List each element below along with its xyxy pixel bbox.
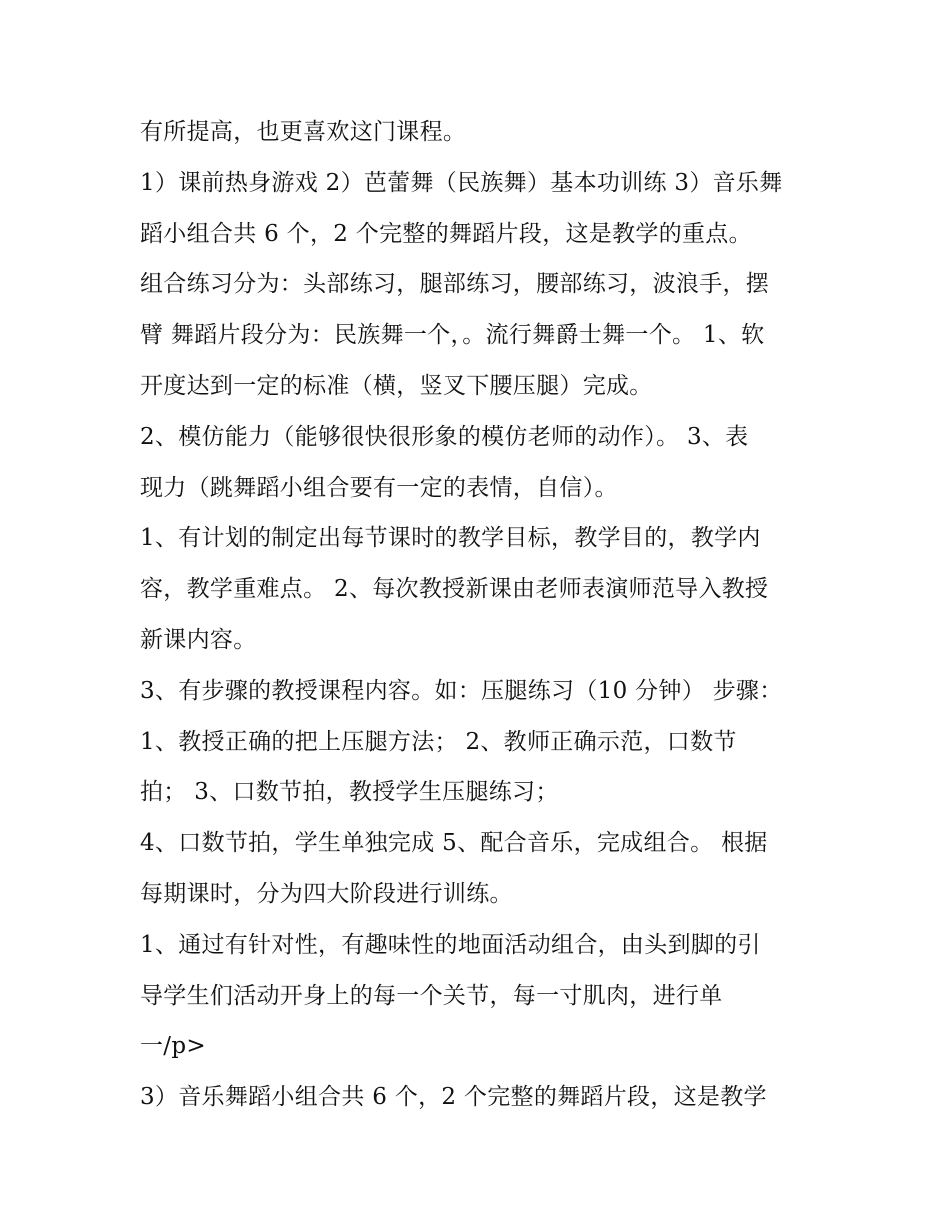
text-line: 每期课时，分为四大阶段进行训练。 bbox=[140, 880, 513, 907]
text-line: 容，教学重难点。 2、每次教授新课由老师表演师范导入教授 bbox=[140, 576, 769, 603]
text-line: 组合练习分为：头部练习，腿部练习，腰部练习，波浪手，摆 bbox=[140, 271, 770, 298]
text-line: 臂 舞蹈片段分为：民族舞一个，。流行舞爵士舞一个。 1、软 bbox=[140, 322, 765, 349]
text-line: 3）音乐舞蹈小组合共 6 个，2 个完整的舞蹈片段，这是教学 bbox=[140, 1084, 767, 1111]
text-line: 有所提高，也更喜欢这门课程。 bbox=[140, 119, 467, 145]
text-line: 现力（跳舞蹈小组合要有一定的表情，自信）。 bbox=[140, 474, 618, 501]
text-line: 4、口数节拍，学生单独完成 5、配合音乐，完成组合。 根据 bbox=[140, 830, 768, 857]
text-line: 蹈小组合共 6 个，2 个完整的舞蹈片段，这是教学的重点。 bbox=[140, 220, 752, 247]
text-line: 3、有步骤的教授课程内容。如：压腿练习（10 分钟） 步骤： bbox=[140, 677, 783, 704]
text-line: 2、模仿能力（能够很快很形象的模仿老师的动作）。 3、表 bbox=[140, 423, 749, 450]
document-body bbox=[140, 107, 830, 1123]
text-line: 开度达到一定的标准（横，竖叉下腰压腿）完成。 bbox=[140, 372, 653, 399]
text-line: 新课内容。 bbox=[140, 626, 257, 653]
text-line: 1、通过有针对性，有趣味性的地面活动组合，由头到脚的引 bbox=[140, 931, 761, 958]
text-line: 一/p> bbox=[140, 1033, 206, 1060]
text-line: 拍； 3、口数节拍，教授学生压腿练习； bbox=[140, 779, 559, 806]
text-line: 1、有计划的制定出每节课时的教学目标，教学目的，教学内 bbox=[140, 525, 761, 552]
text-line: 1、教授正确的把上压腿方法； 2、教师正确示范，口数节 bbox=[140, 728, 737, 755]
text-line: 导学生们活动开身上的每一个关节，每一寸肌肉，进行单 bbox=[140, 982, 723, 1009]
text-line: 1）课前热身游戏 2）芭蕾舞（民族舞）基本功训练 3）音乐舞 bbox=[140, 169, 783, 196]
